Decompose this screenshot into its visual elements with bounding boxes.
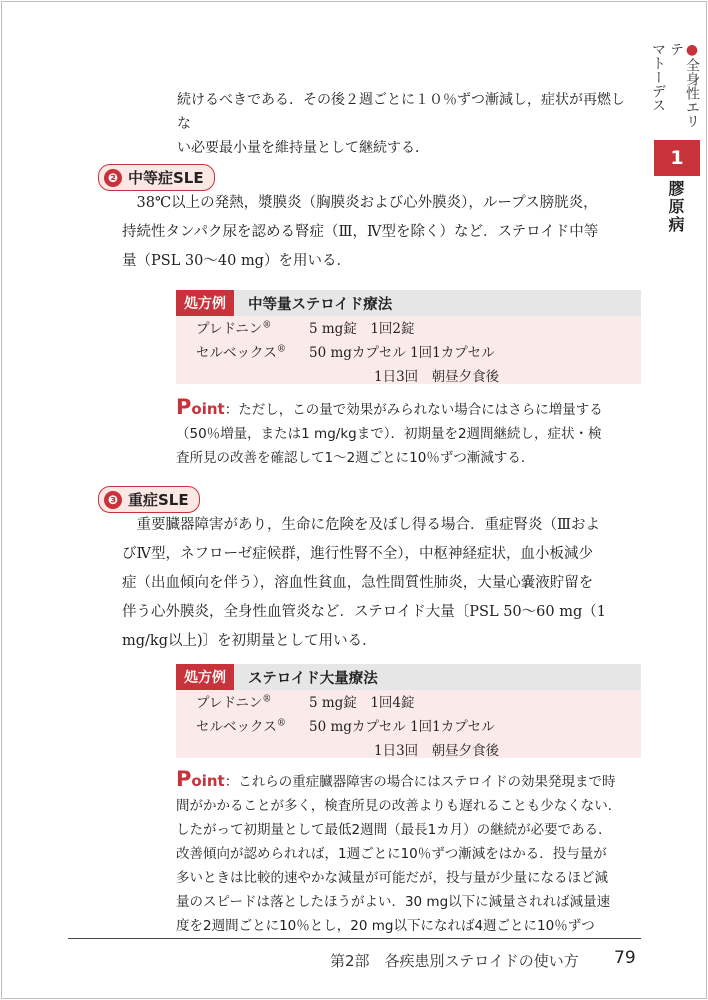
drug-name: セルベックス® [196, 718, 286, 735]
section-heading-text: 重症SLE [128, 491, 189, 509]
sidebar-title-col1: ●全身性エリテ [668, 42, 700, 128]
drug-dose: 5 mg錠 1回4錠 [309, 695, 415, 711]
prescription-label: 処方例 [176, 290, 234, 316]
section-number-icon: ❷ [104, 169, 122, 187]
prescription-row [176, 341, 641, 365]
bullet-icon: ● [684, 42, 700, 58]
section-heading-severe [98, 486, 200, 513]
drug-dose: 50 mgカプセル 1回1カプセル [309, 345, 495, 361]
footer-rule [68, 938, 641, 939]
drug-name: プレドニン® [196, 320, 272, 337]
chapter-category: 膠原病 [666, 180, 685, 234]
point-note-severe: Point：これらの重症臓器障害の場合にはステロイドの効果発現まで時 間がかかることが多く，検査所見の改善よりも遅れることも少なくない． したがって初期量として最低2週間（最長1カ月）の継続が必要である． 改善傾向が認められれば，1週ごとに10％ずつ漸減をはかる．投与量が 多いときは比較的速やかな減量が可能だが，投与量が少量になるほど減 量のスピードは落としたほうがよい．30 mg以下に減量されれば減量速 度を2週間ごとに10％とし，20 mg以下になれば4週ごとに10％ずつ [176, 767, 622, 934]
section-heading-text: 中等症SLE [128, 169, 204, 187]
section-heading-moderate [98, 164, 215, 191]
intro-paragraph: 続けるべきである．その後２週ごとに１０％ずつ漸減し，症状が再燃しな い必要最小量を維持量として継続する． [177, 92, 625, 156]
prescription-row [176, 715, 641, 739]
prescription-title: ステロイド大量療法 [248, 670, 378, 687]
moderate-paragraph: 38℃以上の発熱，漿膜炎（胸膜炎および心外膜炎），ループス膀胱炎， 持続性タンパク尿を認める腎症（Ⅲ，Ⅳ型を除く）など．ステロイド中等 量（PSL 30〜40 mg）を用いる． [122, 195, 599, 269]
prescription-header [176, 664, 641, 690]
section-number-icon: ❸ [104, 491, 122, 509]
prescription-row [176, 739, 641, 763]
drug-dose: 5 mg錠 1回2錠 [309, 321, 415, 337]
point-label: Point [176, 395, 225, 419]
drug-name: プレドニン® [196, 694, 272, 711]
drug-schedule: 1日3回 朝昼夕食後 [374, 743, 500, 759]
point-label: Point [176, 767, 225, 791]
prescription-label: 処方例 [176, 664, 234, 690]
prescription-title: 中等量ステロイド療法 [248, 296, 393, 313]
drug-schedule: 1日3回 朝昼夕食後 [374, 369, 500, 385]
sidebar-title-col2: マトーデス [650, 42, 666, 112]
prescription-box-severe [176, 664, 641, 758]
prescription-row [176, 317, 641, 341]
prescription-row [176, 365, 641, 389]
prescription-box-moderate [176, 290, 641, 384]
footer-section-title: 第2部 各疾患別ステロイドの使い方 [330, 952, 579, 970]
prescription-header [176, 290, 641, 316]
chapter-sidebar-title [642, 42, 702, 134]
severe-paragraph: 重要臓器障害があり，生命に危険を及ぼし得る場合．重症腎炎（Ⅲおよ びⅣ型，ネフローゼ症候群，進行性腎不全），中枢神経症状，血小板減少 症（出血傾向を伴う），溶血性貧血，急性間質性肺炎，大量心嚢液貯留を 伴う心外膜炎，全身性血管炎など．ステロイド大量〔PSL 50〜60 mg（1 mg/kg以上)〕を初期量として用いる． [122, 517, 606, 649]
page-number: 79 [614, 948, 636, 968]
chapter-number-badge: 1 [654, 140, 700, 176]
prescription-row [176, 691, 641, 715]
drug-name: セルベックス® [196, 344, 286, 361]
point-note-moderate: Point：ただし，この量で効果がみられない場合にはさらに増量する （50％増量，または1 mg/kgまで）．初期量を2週間継続し，症状・検 査所見の改善を確認して1〜2週ごとに10％ずつ漸減する． [176, 395, 603, 466]
drug-dose: 50 mgカプセル 1回1カプセル [309, 719, 495, 735]
